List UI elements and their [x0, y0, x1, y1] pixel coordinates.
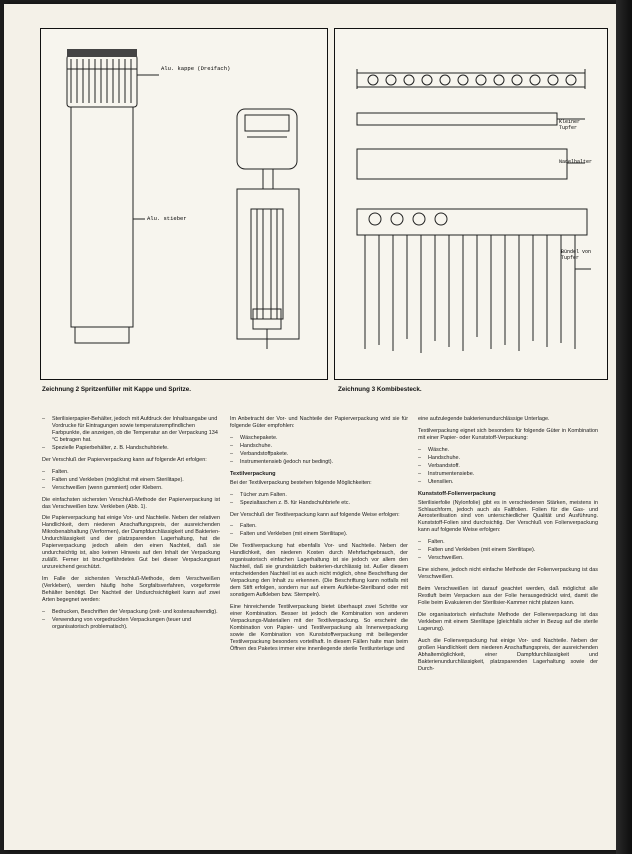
list-verschluss: [42, 469, 220, 492]
list-folien-verschluss: [418, 539, 598, 562]
paragraph: Sterilisierfolie (Nylonfolie) gibt es in verschiedenen Stärken, meistens in Schlauchform, jedoch auch als Faltfolien. Folien für die Gas- und Aerosterilisation sind von unterschiedlicher Qualität und Ausführung. Kunststoff-Folien sind durchsichtig. Der Verschluß von Folienverpackung kann auf folgende Weise erfolgen:: [418, 499, 598, 534]
list-item: – Utensilien.: [418, 479, 598, 486]
label-buendel-tupfer: Bündel von Tupfer: [561, 249, 592, 261]
list-item: – Instrumentensieb (jedoch nur bedingt).: [230, 459, 408, 466]
paragraph: Die organisatorisch einfachste Methode der Folienverpackung ist das Verkleben mit einem Sterilitape (gleichfalls sicher in Bezug auf die sterile Lagerung).: [418, 611, 598, 632]
list-item: – Handschuhe.: [418, 455, 598, 462]
list-item: – Sterilisierpapier-Behälter, jedoch mit Aufdruck der Inhaltsangabe und Vordrucke für Eintragungen sowie temperaturempfindlichen Farbpunkte, die anzeigen, ob die Temperatur an der Verpackung 134 °C betragen hat.: [42, 416, 220, 444]
syringe-filler-drawing: [41, 29, 327, 379]
paragraph: Die einfachsten sichersten Verschluß-Methode der Papierverpackung ist das Verschweißen bzw. Verkleben (Abb. 1).: [42, 496, 220, 510]
paragraph: Im Anbetracht der Vor- und Nachteile der Papierverpackung wird sie für folgende Güter empfohlen:: [230, 416, 408, 429]
list-item: – Instrumentensiebe.: [418, 471, 598, 478]
list-item: – Wäschepakete.: [230, 435, 408, 442]
list-item: – Falten und Verkleben (möglichst mit einem Sterilitape).: [42, 477, 220, 484]
list-item: – Falten und Verkleben (mit einem Sterilitape).: [418, 547, 598, 554]
list-item: – Verschweißen.: [418, 555, 598, 562]
heading-kunststoff-folienverpackung: Kunststoff-Folienverpackung: [418, 490, 496, 497]
paragraph: Die Textilverpackung hat ebenfalls Vor- und Nachteile. Neben der Handlichkeit, den niederen Kosten durch Mehrfachgebrauch, der organisatorisch einfachen Lagerhaltung ist sie jedoch vor allem den Nachteil, daß sie grundsätzlich bakterien-durchlässig ist. Außer diesem entscheidenden Nachteil ist es auch nicht möglich, ohne Beschriftung der Verpackung den Inhalt zu erkennen. (Die Beschriftung kann notfalls mit dem Stift erfolgen, sondern nur auf einem Aufklebe-Sterilband oder mit sonstigem Aufkleben bzw. Stempeln).: [230, 543, 408, 599]
list-item: – Falten.: [42, 469, 220, 476]
label-kleiner-tupfer: Kleiner Tupfer: [559, 119, 581, 131]
book-spine-shadow: [616, 0, 632, 854]
paragraph: eine aufzulegende bakterienundurchlässige Unterlage.: [418, 416, 550, 422]
list-item: – Spezialtaschen z. B. für Handschuhbriefe etc.: [230, 500, 408, 507]
kombibesteck-drawing: [335, 29, 607, 379]
list-textil-verschluss: [230, 523, 408, 538]
paragraph: Bei der Textilverpackung bestehen folgende Möglichkeiten:: [230, 479, 372, 486]
list-item: – Falten.: [230, 523, 408, 530]
list-item: – Tücher zum Falten.: [230, 492, 408, 499]
paragraph: Eine sichere, jedoch nicht einfache Methode der Folienverpackung ist das Verschweißen.: [418, 567, 598, 581]
list-papier-behaelter: [42, 416, 220, 452]
list-undurchsichtigkeit: [42, 609, 220, 631]
list-textil-moeglichkeiten: [230, 492, 408, 507]
list-item: – Verschweißen (wenn gummiert) oder Klebern.: [42, 485, 220, 492]
text-column-3: [418, 416, 598, 678]
caption-figure-2: Zeichnung 2 Spritzenfüller mit Kappe und Spritze.: [42, 386, 192, 393]
label-alu-stieber: Alu. stieber: [147, 215, 187, 222]
list-item: – Bedrucken, Beschriften der Verpackung (zeit- und kostenaufwendig).: [42, 609, 220, 616]
paragraph: Im Falle der sichersten Verschluß-Methode, dem Verschweißen (Verkleben), werden häufig hohe Sorgfaltsverfahren, vorgeformte Behälter benötigt. Der Nachteil der Undurchsichtigkeit kann auf zwei Arten begegnet werden:: [42, 576, 220, 603]
paragraph: Die Papierverpackung hat einige Vor- und Nachteile. Neben der relativen Handlichkeit, dem niederen Anschaffungspreis, der ausreichenden Mikrobenabhaltung (Verformen), der Dampfdurchlässigkeit und Bakterien-Undurchlässigkeit und der platzsparenden Lagerhaltung, hat die Papierverpackung jedoch allein den einen Nachteil, daß sie undurchsichtig ist, also keinen Hinweis auf den Inhalt der Verpackung zuläßt. Ferner ist bruchgefährdetes Gut bei dieser Verpackungsart unzureichend geschützt.: [42, 515, 220, 571]
label-nadelhalter: Nadelhalter: [559, 159, 593, 165]
list-textil-gueter: [418, 447, 598, 486]
list-item: – Handschuhe.: [230, 443, 408, 450]
paragraph: Der Verschluß der Textilverpackung kann auf folgende Weise erfolgen:: [230, 511, 400, 518]
list-item: – Verbandstoffpakete.: [230, 451, 408, 458]
text-column-2: [230, 416, 408, 658]
list-item: – Verbandstoff.: [418, 463, 598, 470]
list-item: – Wäsche.: [418, 447, 598, 454]
list-item: – Spezielle Papierbehälter, z. B. Handschuhbriefe.: [42, 445, 220, 452]
paragraph: Textilverpackung eignet sich besonders für folgende Güter in Kombination mit einer Papier- oder Kunststoff-Verpackung:: [418, 427, 598, 441]
text-column-1: [42, 416, 220, 636]
caption-figure-3: Zeichnung 3 Kombibesteck.: [338, 386, 422, 393]
list-item: – Falten.: [418, 539, 598, 546]
figure-box-kombibesteck: [334, 28, 608, 380]
heading-textilverpackung: Textilverpackung: [230, 470, 276, 477]
document-page: [4, 4, 616, 850]
paragraph: Eine hinreichende Textilverpackung bietet überhaupt zwei Schritte vor einer Kombination. Besser ist jedoch die Kombination von anderen Verpackungs-Materialien mit der Textilverpackung. So erscheint die Kombination von Papier- und Textilverpackung als Innenverpackung sowie die Kombination von Kunststoffverpackung mit beiliegender Textilverpackung besonders vorteilhaft. In diesem Fällen halte man beim Öffnen des Paketes immer eine innenliegende sterile Textilunterlage und: [230, 604, 408, 652]
paragraph: Der Verschluß der Papierverpackung kann auf folgende Art erfolgen:: [42, 456, 207, 463]
paragraph: Auch die Folienverpackung hat einige Vor- und Nachteile. Neben der großen Handlichkeit dem niederen Anschaffungspreis, der ausreichenden Abhaltemöglichkeit, einer Dampfdurchlässigkeit und Bakterienundurchlässigkeit, platzsparenden Lagerhaltung sowie der Durch-: [418, 637, 598, 672]
list-gueter: [230, 435, 408, 466]
label-alu-kappe: Alu. kappe (Dreifach): [161, 65, 231, 72]
figure-box-syringe-filler: [40, 28, 328, 380]
paragraph: Beim Verschweißen ist darauf geachtet werden, daß möglichst alle Restluft beim Verpacken aus der Folie herausgedrückt wird, damit die Folie beim Evakuieren der Sterilisier-Kammer nicht platzen kann.: [418, 586, 598, 607]
list-item: – Verwendung von vorgedruckten Verpackungen (teuer und organisatorisch problematisch).: [42, 617, 220, 631]
list-item: – Falten und Verkleben (mit einem Sterilitape).: [230, 531, 408, 538]
